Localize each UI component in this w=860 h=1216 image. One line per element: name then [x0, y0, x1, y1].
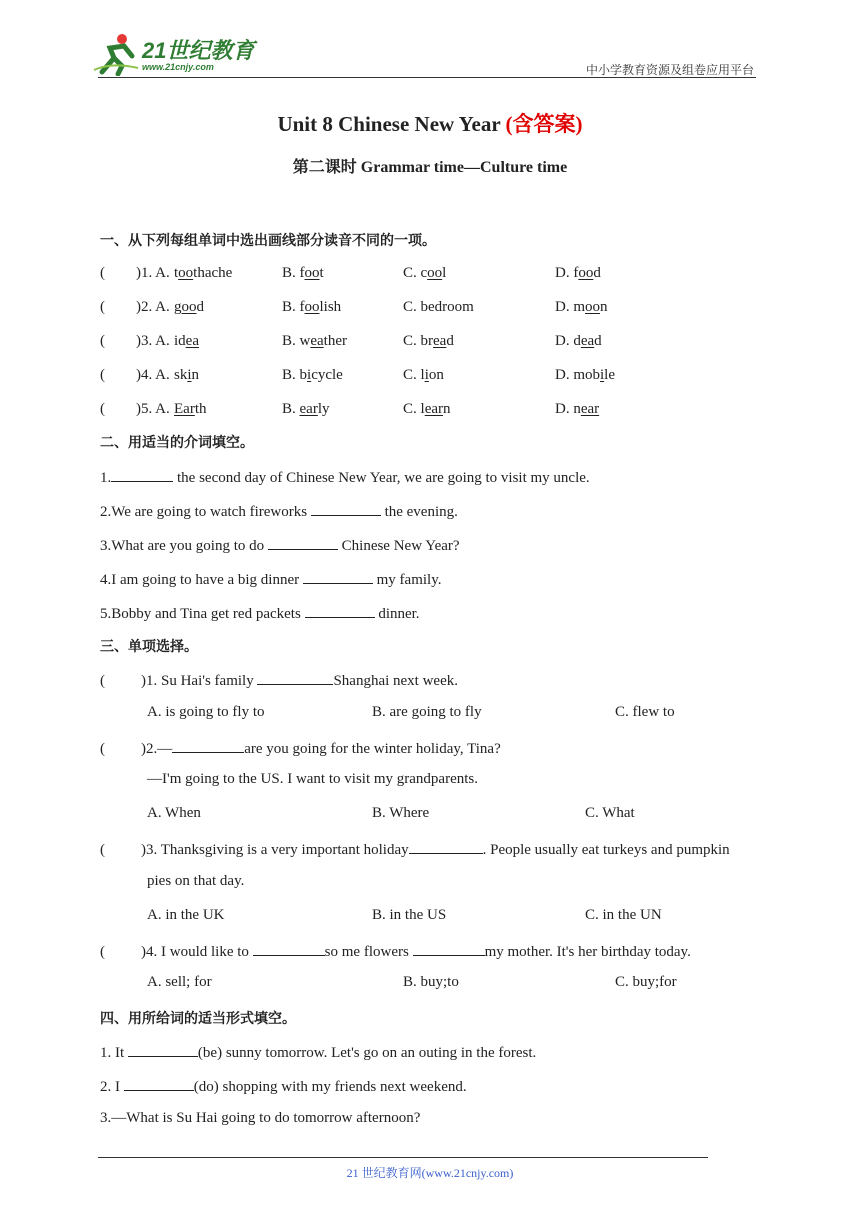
mc-q1-option-a[interactable]: A. is going to fly to [147, 704, 265, 720]
mc-question-1: ( )1. Su Hai's family Shanghai next week. [100, 670, 458, 690]
answer-paren[interactable]: ( [100, 367, 105, 383]
phonics-option-c[interactable]: C. bread [403, 333, 454, 349]
phonics-question-number: )2. A. [136, 299, 170, 315]
phonics-option-a[interactable]: idea [174, 333, 199, 349]
form-question-3: 3.—What is Su Hai going to do tomorrow afternoon? [100, 1110, 421, 1126]
phonics-option-b[interactable]: B. foolish [282, 299, 342, 315]
section-4-heading: 四、用所给词的适当形式填空。 [100, 1011, 296, 1027]
phonics-question-number: )5. A. [136, 401, 170, 417]
mc-q2-option-a[interactable]: A. When [147, 805, 201, 821]
answer-blank[interactable] [303, 569, 373, 584]
phonics-option-c[interactable]: C. lion [403, 367, 444, 383]
answer-blank[interactable] [311, 501, 381, 516]
phonics-option-a[interactable]: skin [174, 367, 200, 383]
mc-q2-line-2: —I'm going to the US. I want to visit my grandparents. [147, 771, 478, 787]
answer-paren[interactable]: ( [100, 299, 105, 315]
phonics-option-c[interactable]: C. bedroom [403, 299, 474, 315]
logo-text: 21世纪教育 [142, 38, 255, 63]
phonics-option-c[interactable]: C. cool [403, 265, 447, 281]
mc-q2-option-b[interactable]: B. Where [372, 805, 430, 821]
footer-text: 21 世纪教育网(www.21cnjy.com) [346, 1166, 514, 1180]
answer-blank[interactable] [111, 467, 173, 482]
prep-question-5: 5.Bobby and Tina get red packets dinner. [100, 603, 420, 623]
header-platform-text: 中小学教育资源及组卷应用平台 [585, 63, 754, 77]
mc-q4-option-c[interactable]: C. buy;for [615, 974, 677, 990]
mc-question-4: ( )4. I would like to so me flowers my mother. It's her birthday today. [100, 941, 691, 961]
phonics-option-b[interactable]: B. foot [282, 265, 324, 281]
prep-question-2: 2.We are going to watch fireworks the evening. [100, 501, 458, 521]
phonics-option-d[interactable]: D. moon [555, 299, 608, 315]
phonics-option-d[interactable]: D. dead [555, 333, 602, 349]
phonics-question-number: )4. A. [136, 367, 170, 383]
answer-blank[interactable] [305, 603, 375, 618]
site-logo [92, 32, 262, 80]
section-3-heading: 三、单项选择。 [100, 639, 198, 655]
header-divider [98, 77, 756, 78]
mc-q3-option-c[interactable]: C. in the UN [585, 907, 662, 923]
answer-paren[interactable]: ( [100, 333, 105, 349]
mc-question-2: ( )2.— are you going for the winter holiday, Tina? [100, 738, 501, 758]
answer-blank[interactable] [253, 941, 325, 956]
mc-q3-option-a[interactable]: A. in the UK [147, 907, 225, 923]
phonics-question-number: )1. A. [136, 265, 170, 281]
mc-question-3: ( )3. Thanksgiving is a very important holiday . People usually eat turkeys and pumpkin [100, 839, 730, 859]
phonics-option-b[interactable]: B. weather [282, 333, 347, 349]
title-main: Unit 8 Chinese New Year [277, 112, 506, 136]
section-2-heading: 二、用适当的介词填空。 [100, 435, 254, 451]
answer-blank[interactable] [172, 738, 244, 753]
title-answer-note: (含答案) [505, 112, 583, 136]
mc-q4-option-b[interactable]: B. buy;to [403, 974, 459, 990]
mc-q4-option-a[interactable]: A. sell; for [147, 974, 212, 990]
mc-q1-option-b[interactable]: B. are going to fly [372, 704, 482, 720]
phonics-option-a[interactable]: good [174, 299, 204, 315]
answer-blank[interactable] [124, 1076, 194, 1091]
page-title [0, 108, 860, 138]
mc-q2-option-c[interactable]: C. What [585, 805, 635, 821]
answer-blank[interactable] [413, 941, 485, 956]
logo-url: www.21cnjy.com [142, 62, 214, 72]
mc-q3-option-b[interactable]: B. in the US [372, 907, 447, 923]
footer-divider [98, 1157, 708, 1158]
answer-blank[interactable] [128, 1042, 198, 1057]
form-question-1: 1. It (be) sunny tomorrow. Let's go on an outing in the forest. [100, 1042, 536, 1062]
section-1-heading: 一、从下列每组单词中选出画线部分读音不同的一项。 [100, 233, 436, 249]
phonics-option-b[interactable]: B. bicycle [282, 367, 343, 383]
runner-icon [92, 32, 140, 76]
phonics-option-d[interactable]: D. near [555, 401, 600, 417]
phonics-option-a[interactable]: toothache [174, 265, 233, 281]
answer-blank[interactable] [268, 535, 338, 550]
answer-blank[interactable] [409, 839, 483, 854]
answer-paren[interactable]: ( [100, 265, 105, 281]
form-question-2: 2. I (do) shopping with my friends next weekend. [100, 1076, 467, 1096]
phonics-option-a[interactable]: Earth [174, 401, 207, 417]
phonics-option-c[interactable]: C. learn [403, 401, 451, 417]
phonics-option-d[interactable]: D. food [555, 265, 601, 281]
phonics-option-d[interactable]: D. mobile [555, 367, 615, 383]
answer-paren[interactable]: ( [100, 401, 105, 417]
phonics-question-number: )3. A. [136, 333, 170, 349]
page-subtitle: 第二课时 Grammar time—Culture time [292, 159, 568, 176]
prep-question-1: 1. the second day of Chinese New Year, we are going to visit my uncle. [100, 467, 590, 487]
mc-q1-option-c[interactable]: C. flew to [615, 704, 675, 720]
prep-question-3: 3.What are you going to do Chinese New Year? [100, 535, 460, 555]
mc-q3-line-2: pies on that day. [147, 873, 245, 889]
answer-blank[interactable] [257, 670, 333, 685]
prep-question-4: 4.I am going to have a big dinner my family. [100, 569, 441, 589]
phonics-option-b[interactable]: B. early [282, 401, 330, 417]
